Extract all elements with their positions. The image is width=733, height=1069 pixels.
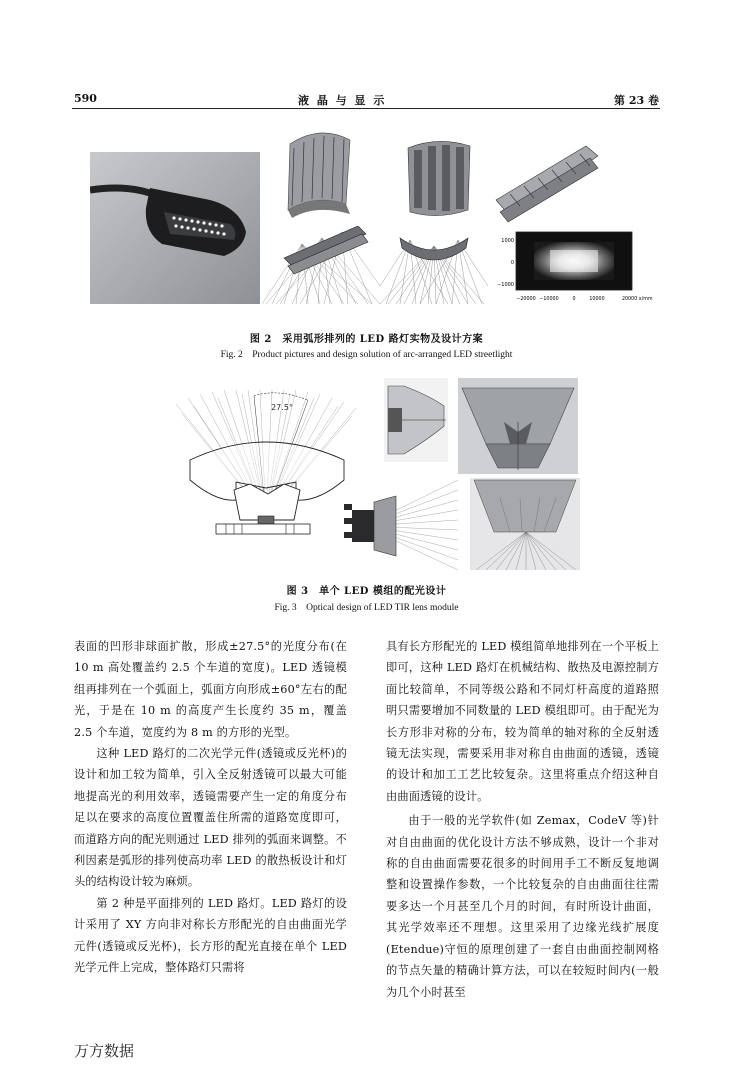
header-rule <box>72 108 660 109</box>
fig2-raytrace-1 <box>262 226 380 304</box>
paragraph: 这种 LED 路灯的二次光学元件(透镜或反光杯)的设计和加工较为简单，引入全反射透镜可以最大可能地提高光的利用效率，透镜需要产生一定的角度分布足以在要求的高度位置覆盖住所需的道路宽度即可，而道路方向的配光则通过 LED 排列的弧面来调整。不利因素是弧形的排列使高功率 LED 的散热板设计和灯头的结构设计较为麻烦。 <box>74 747 347 889</box>
paragraph: 表面的凹形非球面扩散，形成±27.5°的光度分布(在 10 m 高处覆盖约 2.5 个车道的宽度)。LED 透镜模组再排列在一个弧面上，弧面方向形成±60°左右的配光，于是在 10 m 的高度产生长度约 35 m，覆盖 2.5 个车道，宽度约为 8 m 的方形的光型。 <box>74 640 347 739</box>
fig3-caption-en: Fig. 3 Optical design of LED TIR lens module <box>274 603 459 613</box>
paragraph: 由于一般的光学软件(如 Zemax，CodeV 等)针对自由曲面的优化设计方法不够成熟，设计一个非对称的自由曲面需要花很多的时间用手工不断反复地调整和设置操作参数，一个比较复杂的自由曲面往往需要多达一个月甚至几个月的时间，有时所设计曲面，其光学效率还不理想。这里采用了边缘光线扩展度(Etendue)守恒的原理创建了一套自由曲面控制网格的节点矢量的精确计算方法，可以在较短时间内(一般为几个小时甚至 <box>386 814 659 999</box>
fig2-arc-array-model-3 <box>490 140 602 226</box>
fig2-plot-tick-labels <box>492 228 672 312</box>
volume-label: 第 23 卷 <box>614 94 659 107</box>
plot-x-tick: −10000 <box>539 297 559 302</box>
plot-x-tick: 20000 x/mm <box>622 297 653 302</box>
body-column-right <box>386 636 659 1003</box>
fig3-side-raytrace <box>334 480 458 572</box>
plot-y-tick: 0 <box>510 260 514 266</box>
fig2-streetlight-photo <box>90 152 260 304</box>
fig2-raytrace-2 <box>380 226 488 304</box>
angle-label: 27.5° <box>271 403 293 412</box>
fig3-caption-cn: 图 3 单个 LED 模组的配光设计 <box>286 586 447 597</box>
plot-x-tick: 10000 <box>589 297 605 302</box>
page-number: 590 <box>74 92 97 105</box>
fig2-caption-cn: 图 2 采用弧形排列的 LED 路灯实物及设计方案 <box>249 334 484 345</box>
fig3-lens-section <box>384 378 448 462</box>
plot-y-tick: 1000 <box>501 238 514 244</box>
fig3-lens-3d-raytrace <box>470 478 580 570</box>
plot-x-tick: −20000 <box>516 297 536 302</box>
paragraph: 具有长方形配光的 LED 模组简单地排列在一个平板上即可，这种 LED 路灯在机械结构、散热及电源控制方面比较简单，不同等级公路和不同灯杆高度的道路照明只需要增加不同数量的 LED 模组即可。由于配光为长方形非对称的分布，较为简单的轴对称的全反射透镜无法实现，需要采用非对称自由曲面的透镜，透镜的设计和加工工艺比较复杂。这里将重点介绍这种自由曲面透镜的设计。 <box>386 640 659 803</box>
plot-y-tick: −1000 <box>497 282 514 288</box>
wanfang-watermark: 万方数据 <box>74 1042 135 1060</box>
body-column-left <box>74 636 347 979</box>
plot-x-tick: 0 <box>572 297 576 302</box>
fig2-arc-array-model-1 <box>270 124 380 222</box>
fig3-lens-3d-render <box>458 378 578 474</box>
journal-title: 液 晶 与 显 示 <box>298 94 387 107</box>
fig2-arc-array-model-2 <box>398 132 484 224</box>
fig2-caption-en: Fig. 2 Product pictures and design solution of arc-arranged LED streetlight <box>220 350 513 360</box>
paragraph: 第 2 种是平面排列的 LED 路灯。LED 路灯的设计采用了 XY 方向非对称长方形配光的自由曲面光学元件(透镜或反光杯)，长方形的配光直接在单个 LED 光学元件上完成，整体路灯只需将 <box>74 896 347 975</box>
